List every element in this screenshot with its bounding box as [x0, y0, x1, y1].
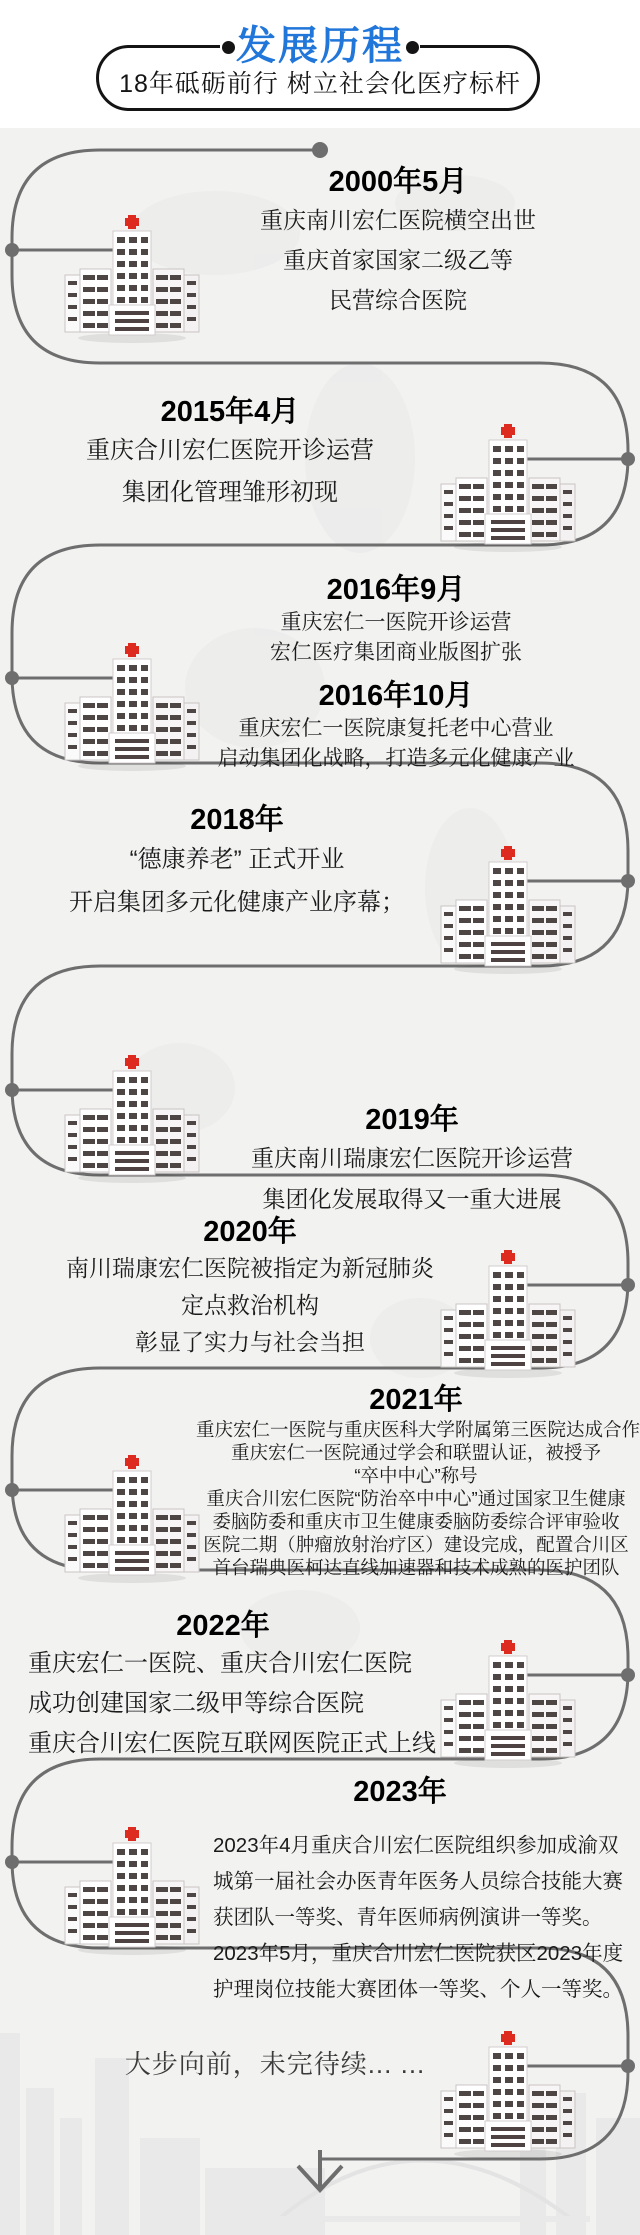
section-line: 宏仁医疗集团商业版图扩张	[270, 641, 522, 664]
page-title: 发展历程	[0, 14, 640, 71]
section-year: 2015年4月	[160, 396, 300, 428]
section-line: 启动集团化战略，打造多元化健康产业	[217, 747, 575, 770]
section-line: 首台瑞典医柯达直线加速器和技术成熟的医护团队	[212, 1557, 620, 1578]
section-line: 重庆南川宏仁医院横空出世	[260, 207, 536, 233]
section-year: 2018年	[190, 804, 284, 836]
section-line: 集团化发展取得又一重大进展	[262, 1186, 562, 1212]
title-left-dot-icon	[222, 41, 235, 54]
timeline-section-2016	[192, 572, 600, 774]
timeline-section-2000	[200, 164, 596, 320]
footer-tagline: 大步向前，未完待续... ...	[124, 2049, 426, 2079]
section-line: 重庆南川瑞康宏仁医院开诊运营	[251, 1145, 573, 1171]
hospital-icon	[62, 215, 202, 345]
section-line: 城第一届社会办医青年医务人员综合技能大赛	[213, 1870, 623, 1893]
timeline-section-2020	[8, 1214, 492, 1361]
section-year: 2000年5月	[328, 166, 468, 198]
timeline-section-2022	[28, 1608, 474, 1764]
section-line: 定点救治机构	[181, 1292, 319, 1318]
section-year: 2019年	[365, 1104, 459, 1136]
section-year: 2016年10月	[318, 680, 474, 712]
hospital-icon	[62, 1455, 202, 1585]
header	[0, 0, 640, 128]
section-line: 重庆首家国家二级乙等	[283, 247, 513, 273]
section-line: 2023年4月重庆合川宏仁医院组织参加成渝双	[213, 1834, 619, 1857]
section-line: 重庆宏仁一医院与重庆医科大学附属第三医院达成合作	[196, 1419, 640, 1440]
timeline-section-2015	[18, 394, 442, 514]
section-year: 2016年9月	[326, 574, 466, 606]
hospital-icon	[438, 424, 578, 554]
start-dot	[312, 142, 328, 158]
section-line: 彰显了实力与社会当担	[135, 1329, 365, 1355]
timeline-section-2019	[203, 1102, 621, 1220]
section-line: “德康养老” 正式开业	[129, 846, 345, 873]
section-year: 2021年	[369, 1384, 463, 1416]
section-line: 重庆合川宏仁医院“防治卒中中心”通过国家卫生健康	[206, 1488, 626, 1509]
section-line: “卒中中心”称号	[354, 1465, 478, 1486]
hospital-icon	[62, 1055, 202, 1185]
section-line: 开启集团多元化健康产业序幕；	[69, 889, 405, 916]
section-year: 2022年	[176, 1610, 270, 1642]
section-line: 重庆宏仁一医院通过学会和联盟认证，被授予	[230, 1442, 601, 1463]
section-line: 成功创建国家二级甲等综合医院	[28, 1690, 364, 1717]
section-line: 委脑防委和重庆市卫生健康委脑防委综合评审验收	[212, 1511, 620, 1532]
section-line: 护理岗位技能大赛团体一等奖、个人一等奖。	[213, 1978, 623, 2001]
timeline-section-2021	[196, 1382, 640, 1579]
section-line: 南川瑞康宏仁医院被指定为新冠肺炎	[66, 1255, 434, 1281]
timeline-body	[0, 128, 640, 2235]
section-line: 民营综合医院	[329, 287, 467, 313]
hospital-icon	[62, 1827, 202, 1957]
section-line: 集团化管理雏形初现	[122, 479, 338, 506]
section-year: 2023年	[353, 1776, 447, 1808]
section-line: 重庆宏仁一医院、重庆合川宏仁医院	[28, 1650, 412, 1677]
section-line: 重庆合川宏仁医院开诊运营	[86, 437, 374, 464]
section-year: 2020年	[203, 1216, 297, 1248]
hospital-icon	[62, 643, 202, 773]
section-line: 获团队一等奖、青年医师病例演讲一等奖。	[213, 1906, 603, 1929]
section-line: 重庆宏仁一医院开诊运营	[280, 611, 512, 634]
section-line: 医院二期（肿瘤放射治疗区）建设完成，配置合川区	[203, 1534, 629, 1555]
timeline-section-2023-year	[200, 1774, 600, 1810]
title-right-dot-icon	[406, 41, 419, 54]
section-line: 2023年5月，重庆合川宏仁医院获区2023年度	[213, 1942, 624, 1965]
timeline-section-2018	[8, 802, 466, 924]
section-line: 重庆合川宏仁医院互联网医院正式上线	[28, 1730, 436, 1757]
timeline-section-2023-body	[213, 1828, 623, 2008]
page-subtitle: 18年砥砺前行 树立社会化医疗标杆	[119, 70, 521, 98]
section-line: 重庆宏仁一医院康复托老中心营业	[238, 717, 554, 740]
